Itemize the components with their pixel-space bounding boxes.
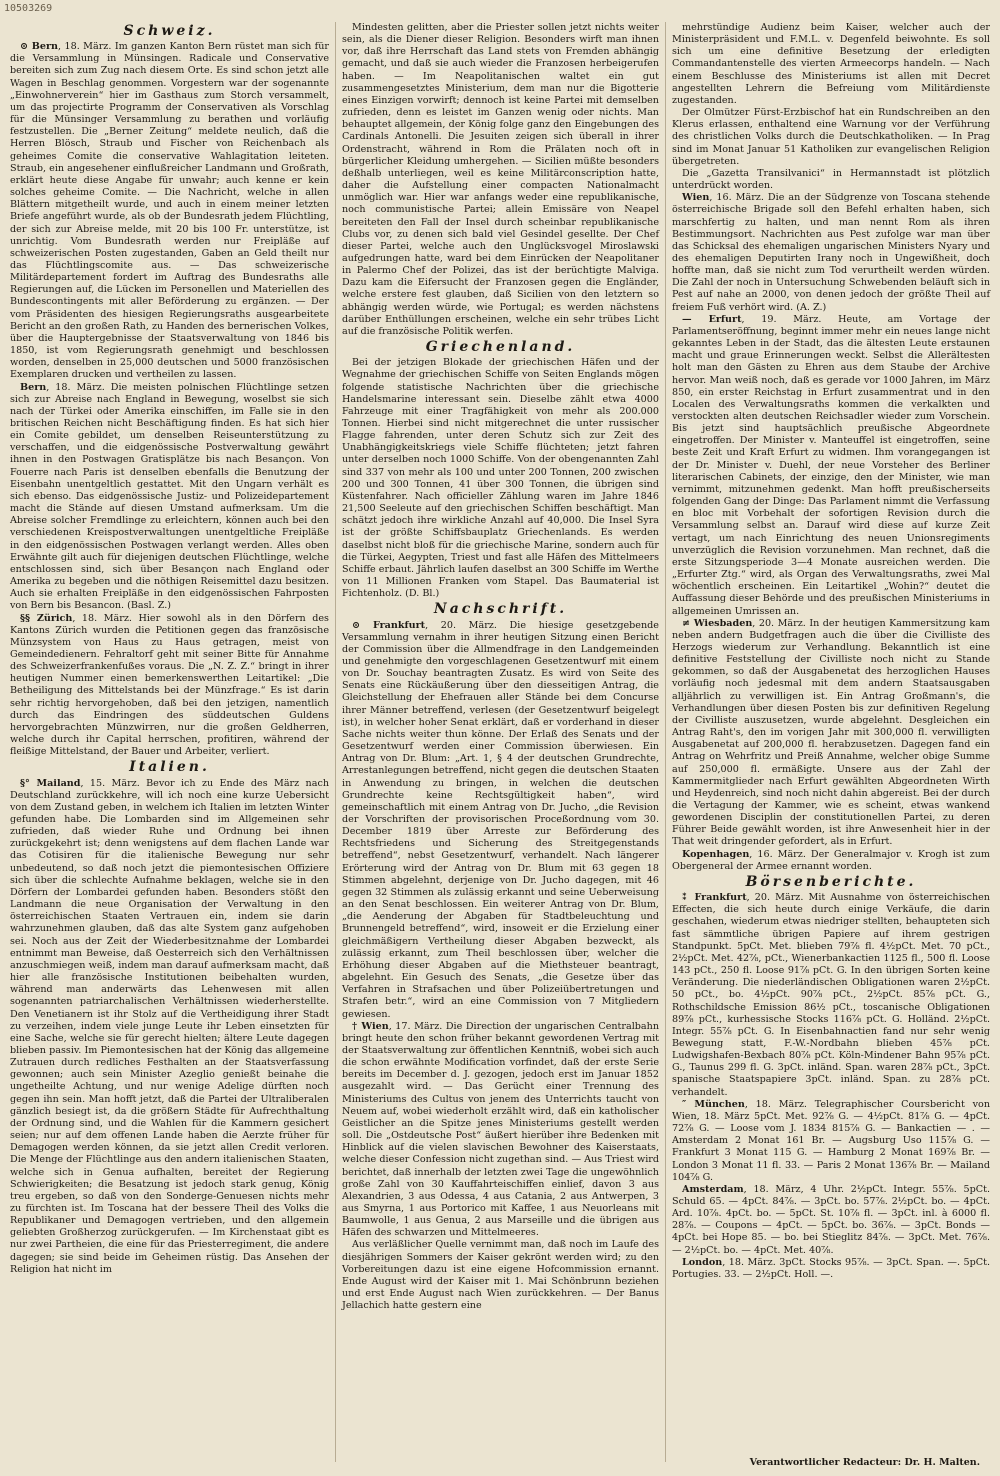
article-text: Aus verläßlicher Quelle vernimmt man, daß noch im Laufe des diesjährigen Sommers der Kaiser gekrönt werden wird; zu den Vorbereitungen dazu ist eine eigene Hofcommission ernannt. Ende August wird der Kaiser mit 1. Mai Schönbrunn beziehen und erst Ende August nach Wien zurückkehren. — Der Banus Jellachich hatte gestern eine — [342, 1239, 659, 1312]
article-paragraph — [342, 357, 659, 600]
dateline: Wien — [682, 192, 710, 204]
article-paragraph — [10, 382, 329, 613]
article-paragraph — [10, 41, 329, 381]
article-text: , 16. März. Der Generalmajor v. Krogh ist zum Obergeneral der Armee ernannt worden. — [672, 848, 990, 872]
dateline: ″ München — [682, 1098, 745, 1110]
dateline: §° Mailand — [20, 777, 81, 789]
article-text: Bei der jetzigen Blokade der griechischen Häfen und der Wegnahme der griechischen Schiffe von Seiten Englands mögen folgende statistische Nachrichten über die griechische Handelsmarine interessant sein. Dieselbe zählt etwa 4000 Fahrzeuge mit einer Tragfähigkeit von mehr als 200.000 Tonnen. Hierbei sind nicht mitgerechnet die unter russischer Flagge fahrenden, unter deren Schutz sich zur Zeit des Unabhängigkeitskriegs viele Schiffe flüchteten; jetzt fahren unter derselben noch 1000 Schiffe. Von der obengenannten Zahl sind 337 von mehr als 100 und unter 200 Tonnen, 200 zwischen 200 und 300 Tonnen, 41 über 300 Tonnen, die übrigen sind Küstenfahrer. Nach officieller Zählung waren im Jahre 1846 21,500 Seeleute auf den griechischen Schiffen beschäftigt. Man schätzt jedoch ihre wirkliche Anzahl auf 40,000. Die Insel Syra ist der größte Schiffsbauplatz Griechenlands. Es werden daselbst nicht bloß für die griechische Marine, sondern auch für die Türkei, Aegypten, Triest und fast alle Häfen des Mittelmeers Schiffe erbaut. Jährlich laufen daselbst an 300 Schiffe im Werthe von 11 Millionen Franken vom Stapel. Das Baumaterial ist Fichtenholz. (D. Bl.) — [342, 357, 659, 600]
section-heading-italien: Italien. — [129, 759, 210, 776]
article-text: , 16. März. Die an der Südgrenze von Toscana stehende österreichische Brigade soll den Befehl erhalten haben, sich marschfertig zu halten, und man nennt Rom als ihren Bestimmungsort. Nachrichten aus Pest zufolge war man über das Schicksal des ehemaligen ungarischen Ministers Nyary und des ehemaligen Deputirten Irany noch in Ungewißheit, doch hoffte man, daß sie nicht zum Tod verurtheilt werden würden. Die Zahl der noch in Untersuchung Schwebenden beläuft sich in Pest auf nahe an 2000, von denen jedoch der größte Theil auf freiem Fuß verhört wird. (A. Z.) — [672, 192, 990, 313]
article-text: , 18. März. Hier sowohl als in den Dörfern des Kantons Zürich wurden die Petitionen gegen das französische Münzsystem von Haus zu Haus getragen, meist von Gemeindedienern. Fehraltorf geht mit seiner Bitte für Annahme des Schweizerfrankenfußes voraus. Die „N. Z. Z.“ bringt in ihrer heutigen Nummer einen bemerkenswerthen Leitartikel: „Die Betheiligung des Mittelstands bei der Münzfrage.“ Es ist darin sehr richtig hervorgehoben, daß bei den jetzigen, namentlich durch das Eindringen des süddeutschen Guldens hervorgebrachten Münzwirren, nur die großen Geldherren, welche durch ihr Capital herrschen, profitiren, während der fleißige Mittelstand, der Bauer und Arbeiter, verliert. — [10, 612, 329, 758]
column-1 — [4, 22, 336, 1462]
article-text: , 15. März. Bevor ich zu Ende des März nach Deutschland zurückkehre, will ich noch eine kurze Uebersicht von dem Zustand geben, in welchem ich Italien im letzten Winter gefunden habe. Die Lombarden sind im Allgemeinen sehr zufrieden, daß wieder Ruhe und Ordnung bei ihnen zurückgekehrt ist; denn wenigstens auf dem flachen Lande war das Cotisiren für die italienische Bewegung nur sehr unbedeutend, so daß noch jetzt die piemontesischen Offiziere sich über die schlechte Aufnahme beklagen, welche sie in den Dörfern der Lombardei gefunden haben. Besonders stößt den Landmann die neue Organisation der Verwaltung in den österreichischen Staaten Vertrauen ein, indem sie darin wahrzunehmen glauben, daß das alte System ganz aufgehoben sei. Noch aus der Zeit der Wiederbesitznahme der Lombardei entnimmt man Beweise, daß Oesterreich sich den Verhältnissen anzuschmiegen weiß, indem man darauf aufmerksam macht, daß hier alle französische Institutionen beibehalten wurden, während man anderwärts das Lehenwesen mit allen sogenannten patriarchalischen Verhältnissen wiederherstellte. Den Venetianern ist ihr Stolz auf die Vertheidigung ihrer Stadt zu verzeihen, indem viele junge Leute ihr Leben einsetzten für eine Sache, welche sie für gerecht hielten; ältere Leute dagegen blieben passiv. Im Piemontesischen hat der König das allgemeine Zutrauen durch redliches Festhalten an der Staatsverfassung gewonnen; auch sein Minister Azeglio genießt beinahe die ungetheilte Achtung, und nur wenige Adelige dürften noch gegen ihn sein. Man hofft jetzt, daß die Partei der Ultraliberalen gänzlich besiegt ist, da die größern Städte für Aufrechthaltung der Ordnung sind, und die Wahlen für die Kammern gesichert seien; nur auf dem offenen Lande haben die Aerzte früher für Demagogen werden können, da sie jetzt allen Credit verloren. Die Menge der Flüchtlinge aus den andern italienischen Staaten, welche sich in Genua aufhalten, bereitet der Regierung Schwierigkeiten; die Besatzung ist jedoch stark genug, König treu ergeben, so daß von den Sonderge-Genuesen nichts mehr zu fürchten ist. Im Toscana hat der bessere Theil des Volks die Republikaner und Demagogen vertrieben, und den allgemein geliebten Großherzog zurückgerufen. — Im Kirchenstaat gibt es nur zwei Partheien, die eine für das Priesterregiment, die andere dagegen; sie sind beide im Geheimen rüstig. Das Ansehen der Religion hat nicht im — [10, 777, 329, 1275]
editor-footer: Verantwortlicher Redacteur: Dr. H. Malten. — [749, 1457, 980, 1468]
article-text: Der Olmützer Fürst-Erzbischof hat ein Rundschreiben an den Klerus erlassen, enthaltend eine Warnung vor der Verführung des christlichen Volks durch die Deutschkatholiken. — In Prag sind im Monat Januar 51 Katholiken zur evangelischen Religion übergetreten. — [672, 107, 990, 167]
section-heading-griechenland: Griechenland. — [425, 339, 576, 356]
section-heading-nachschrift: Nachschrift. — [433, 601, 568, 618]
article-text: , 18. März, 4 Uhr. 2½pCt. Integr. 55⅞. 5pCt. Schuld 65. — 4pCt. 84⅞. — 3pCt. bo. 57⅞. 2½pCt. bo. — 4pCt. Ard. 10⅞. 4pCt. bo. — 5pCt. St. 10⅞ fl. — 3pCt. inl. à 6000 fl. 28⅞. — Coupons — 4pCt. — 5pCt. bo. 36⅞. — 3pCt. Bonds — 4pCt. bei Hope 85. — bo. bei Stieglitz 84⅞. — 3pCt. Met. 76⅞. — 2½pCt. bo. — 4pCt. Met. 40⅞. — [672, 1183, 990, 1256]
columns — [4, 22, 996, 1462]
dateline: Bern — [20, 381, 47, 393]
article-text: , 20. März. Mit Ausnahme von österreichischen Effecten, die sich heute durch einige Verkäufe, die darin geschahen, wiederum etwas niedriger stellten, behaupteten sich fast sämmtliche übrigen Papiere auf ihrem gestrigen Standpunkt. 5pCt. Met. blieben 79⅞ fl. 4½pCt. Met. 70 pCt., 2½pCt. Met. 42⅞, pCt., Wienerbankactien 1125 fl., 500 fl. Loose 143 pCt., 250 fl. Loose 91⅞ pCt. G. In den übrigen Sorten keine Veränderung. Die niederländischen Obligationen waren 2½pCt. 50 pCt., bo. 4½pCt. 90⅞ pCt., 2½pCt. 85⅞ pCt. G., Rothschildsche Emission 86½ pCt., toscanische Obligationen 89⅞ pCt., kurhessische Stocks 116⅞ pCt. G. Holländ. 2½pCt. Integr. 55⅞ pCt. G. In Eisenbahnactien fand nur sehr wenig Bewegung statt, F.-W.-Nordbahn blieben 45⅞ pCt. Ludwigshafen-Bexbach 80⅞ pCt. Köln-Mindener Bahn 95⅞ pCt. G., Taunus 299 fl. G. 3pCt. inländ. Span. waren 28⅞ pCt., 3pCt. spanische Staatspapiere 3pCt. inländ. Span. zu 28⅞ pCt. verhandelt. — [672, 892, 990, 1098]
dateline: London — [682, 1256, 723, 1268]
article-paragraph — [672, 892, 990, 1099]
article-paragraph — [672, 849, 990, 873]
dateline: † Wien — [352, 1020, 389, 1032]
dateline: — Erfurt — [682, 313, 742, 325]
article-text: , 20. März. Die hiesige gesetzgebende Versammlung vernahm in ihrer heutigen Sitzung einen Bericht der Commission über die Allmendfrage in den Landgemeinden und genehmigte den vorgeschlagenen Gesetzentwurf mit einem von Dr. Souchay beantragten Zusatz. Es wird von Seite des Senats eine Rückäußerung über den diesseitigen Antrag, die Gleichstellung der Ehefrauen aller Stände bei dem Concurse ihrer Männer betreffend, verlesen (der Gesetzentwurf beigelegt ist), in welcher hoher Senat erklärt, daß er vorderhand in dieser Sache nichts weiter thun könne. Der Erlaß des Senats und der Gesetzentwurf werden einer Commission überwiesen. Ein Antrag von Dr. Blum: „Art. 1, § 4 der deutschen Grundrechte, Arrestanlegungen betreffend, nicht gegen die deutschen Staaten in Anwendung zu bringen, in welchen die deutschen Grundrechte keine Rechtsgültigkeit haben“, wird gemeinschaftlich mit einem Antrag von Dr. Jucho, „die Revision der Vorschriften der provisorischen Proceßordnung vom 30. December 1819 über Arreste zur Beförderung des Rechtsfriedens und Sicherung des Streitgegenstands betreffend“, nebst Gesetzentwurf, verhandelt. Nach längerer Erörterung wird der Antrag von Dr. Blum mit 63 gegen 18 Stimmen abgelehnt, derjenige von Dr. Jucho dagegen, mit 46 gegen 32 Stimmen als zulässig erkannt und seine Ueberweisung an den Senat beschlossen. Ein weiterer Antrag von Dr. Blum, „die Aenderung der Abgaben für Stadtbeleuchtung und Brunnengeld betreffend“, wird, insoweit er die Erzielung einer gleichmäßigern Vertheilung dieser Abgaben bezweckt, als zulässig erkannt, zum Theil beschlossen über, welcher die Erhöhung dieser Abgaben auf die Miethsteuer beantragt, abgelehnt. Ein Gesuch des Senats, „die Gesetze über das Verfahren in Strafsachen und über Polizeiübertretungen und Strafen betr.“, wird an eine Commission von 7 Mitgliedern gewiesen. — [342, 619, 659, 1020]
dateline: ⁑ Frankfurt — [682, 892, 747, 904]
article-text: mehrstündige Audienz beim Kaiser, welcher auch der Ministerpräsident und F.M.L. v. Degenfeld beiwohnte. Es soll sich um eine definitive Besetzung der erledigten Commandantenstelle des vierten Armeecorps handeln. — Nach einem Beschlusse des Ministeriums ist allen mit Decret angestellten Lehrern die Befreiung vom Militärdienste zugestanden. — [672, 22, 990, 106]
article-paragraph — [10, 778, 329, 1276]
column-2 — [336, 22, 666, 1462]
dateline: ⊙ Bern — [20, 41, 59, 53]
scan-id: 10503269 — [4, 3, 53, 14]
article-paragraph — [342, 22, 659, 338]
article-text: Die „Gazetta Transilvanici“ in Hermannstadt ist plötzlich unterdrückt worden. — [672, 167, 990, 192]
article-paragraph — [672, 107, 990, 168]
column-3 — [666, 22, 996, 1462]
article-text: , 20. März. In der heutigen Kammersitzung kam neben andern Budgetfragen auch die über die Civilliste des Herzogs wiederum zur Verhandlung. Bekanntlich ist eine definitive Feststellung der Civilliste noch nicht zu Stande gekommen, so daß der Ausgabenetat des herzoglichen Hauses vorläufig noch jedesmal mit dem andern Staatsausgaben alljährlich zu verwilligen ist. Ein Antrag Großmann's, die Verhandlungen über diesen Posten bis zur definitiven Regelung der Civilliste auszusetzen, wurde abgelehnt. Desgleichen ein Antrag Raht's, den im vorigen Jahr mit 300,000 fl. verwilligten Ausgabenetat auf 200,000 fl. herabzusetzen. Dagegen fand ein Antrag on Wehrfritz und Preiß Annahme, welcher obige Summe auf 250,000 fl. ermäßigte. Unsere aus der Zahl der Kammermitglieder nach Erfurt gewählten Abgeordneten Wirth und Heydenreich, sind noch nicht dahin abgereist. Bei der durch die Vertagung der Kammer, wie es scheint, etwas wankend gewordenen Disciplin der constitutionellen Partei, zu deren Führer Beide gewählt worden, ist ihre Anwesenheit hier in der That weit dringender gefordert, als in Erfurt. — [672, 617, 990, 848]
article-text: , 18. März. Die meisten polnischen Flüchtlinge setzen sich zur Abreise nach England in Bewegung, woselbst sie sich nach der Türkei oder Amerika einschiffen, im Falle sie in den britischen Reichen nicht Beschäftigung finden. Es hat sich hier ein Comite gebildet, um denselben Reiseunterstützung zu verschaffen, und die eidgenössische Postverwaltung gewährt ihnen in den Postwagen Gratisplätze bis nach Besançon. Von Fouerre nach Paris ist denselben ebenfalls die Benutzung der Eisenbahn unentgeltlich gestattet. Mit den Ungarn verhält es sich ebenso. Das eidgenössische Justiz- und Polizeidepartement macht die Stände auf diesen Umstand aufmerksam. Um die Abreise solcher Fremdlinge zu erleichtern, können auch bei den verschiedenen Kreispostverwaltungen unentgeltliche Freipläße in den eidgenössischen Postwagen verlangt werden. Alles oben Erwähnte gilt auch für diejenigen deutschen Flüchtlinge, welche entschlossen sind, sich über Besançon nach England oder Amerika zu begeben und die nöthigen Reisemittel dazu besitzen. Auch sie erhalten Freipläße in den eidgenössischen Fahrposten von Bern bis Besancon. (Basl. Z.) — [10, 381, 329, 612]
dateline: Kopenhagen — [682, 848, 750, 860]
article-paragraph — [342, 620, 659, 1021]
article-paragraph — [672, 314, 990, 618]
article-text: Mindesten gelitten, aber die Priester sollen jetzt nichts weiter sein, als die Diener dieser Religion. Besonders wirft man ihnen vor, daß ihre Herrschaft das Land stets von Fremden abhängig gemacht, und daß sie auch wieder die Franzosen herbeigerufen haben. — Im Neapolitanischen waltet ein gut zusammengesetztes Ministerium, dem man nur die Bigotterie eines Einzigen vorwirft; dennoch ist keine Partei mit demselben zufrieden, denn es leistet im Ganzen wenig oder nichts. Man behauptet allgemein, der König folge ganz den Eingebungen des Cardinals Antonelli. Die Jesuiten zeigen sich überall in ihrer Ordenstracht, während in Rom die Prälaten noch oft in bürgerlicher Kleidung umhergehen. — Sicilien müßte besonders deßhalb unterliegen, weil es keine Militärconscription hatte, daher die Aufstellung einer compacten Nationalmacht unmöglich war. Hier war anfangs weder eine republikanische, noch communistische Partei; allein Emissäre von Neapel bereiteten den Fall der Insel durch scheinbar republikanische Clubs vor, zu denen sich bald viel Gesindel gesellte. Der Chef dieser Partei, welche auch den Unglücksvogel Miroslawski aufgedrungen hatte, ward bei dem Einrücken der Neapolitaner in Palermo Chef der Polizei, das ist der berüchtigte Malviga. Dazu kam die Eifersucht der Franzosen gegen die Engländer, welche erstere fest glauben, daß Sicilien von den letztern so abhängig werden würde, wie Portugal; es werden nächstens darüber Enthüllungen erscheinen, welche ein sehr trübes Licht auf die französische Politik werfen. — [342, 22, 659, 337]
article-paragraph — [672, 168, 990, 192]
section-heading-schweiz: Schweiz. — [123, 23, 216, 39]
article-paragraph — [342, 1021, 659, 1240]
article-paragraph — [672, 618, 990, 849]
article-paragraph — [10, 613, 329, 759]
article-text: , 19. März. Heute, am Vortage der Parlamentseröffnung, beginnt immer mehr ein neues lange nicht gekanntes Leben in der Stadt, das die ältesten Leute erstaunen macht und graue Erinnerungen weckt. Selbst die Allerältesten holt man den Gästen zu Ehren aus dem Staube der Archive hervor. Man weiß noch, daß es gerade vor 1000 Jahren, im März 850, ein erster Reichstag in Erfurt zusammentrat und in den Localen des Verwaltungsraths kommen die verkalkten und verstockten alten deutschen Reichsadler wieder zum Vorschein. Bis jetzt sind hauptsächlich preußische Abgeordnete eingetroffen. Der Minister v. Manteuffel ist eingetroffen, seine beste Zeit und Kraft Erfurt zu widmen. Ihm vorangegangen ist der Dr. Minister v. Duehl, der neue Vorsteher des Berliner literarischen Cabinets, der einzige, den der Minister, wie man vernimmt, mitzunehmen gedenkt. Man hofft preußischerseits folgenden Gang der Dinge: Das Parlament nimmt die Verfassung en bloc mit Vorbehalt der sofortigen Revision durch die Versammlung selbst an. Darauf wird diese auf kurze Zeit vertagt, um nach Einrichtung des neuen Unionsregiments unverzüglich die Revision vorzunehmen. Man rechnet, daß die erste Sitzungsperiode 3—4 Monate ausreichen werden. Die „Erfurter Ztg.“ wird, als Organ des Verwaltungsraths, zwei Mal wöchentlich erscheinen. Ein Leitartikel „Wohin?“ deutet die Auffassung dieser Behörde und des preußischen Ministeriums in allgemeinen Umrissen an. — [672, 313, 991, 617]
article-paragraph — [672, 22, 990, 107]
article-text: , 18. März. Im ganzen Kanton Bern rüstet man sich für die Versammlung in Münsingen. Radicale und Conservative bereiten sich zum Zug nach diesem Orte. Es sind schon jetzt alle Wagen in Beschlag genommen. Vorgestern war der sogenannte „Einwohnerverein“ hier im Gasthaus zum Storch versammelt, um das projectirte Programm der Conservativen als Vorschlag für die Münsinger Versammlung zu berathen und vorläufig festzustellen. Die „Berner Zeitung“ meldete neulich, daß die Herren Blösch, Straub und Fischer von Reichenbach als geheimes Comite die conservative Wahlagitation leiteten. Straub, ein angesehener einflußreicher Landmann und Großrath, erklärt heute diese Angabe für unwahr; auch kenne er kein solches geheime Comite. — Die Nachricht, welche in allen Blättern mitgetheilt wurde, und auch in einem meiner letzten Briefe angeführt wurde, als ob der Bundesrath jedem Flüchtling, der sich zur Abreise melde, mit 20 bis 100 Fr. unterstütze, ist unrichtig. Vom Bundesrath werden nur Freipläße auf schweizerischen Posten zugestanden, Gaben an Geld theilt nur das Flüchtlingscomite aus. — Das schweizerische Militärdepartement fordert im Auftrag des Bundesraths alle Regierungen auf, die Lücken im Personellen und Materiellen des Bundescontingents mit aller Beförderung zu ergänzen. — Der vom Präsidenten des hiesigen Regierungsraths ausgearbeitete Bericht an den großen Rath, zu Handen des bernerischen Volkes, über die Hauptergebnisse der Staatsverwaltung von 1846 bis 1850, ist vom Regierungsrath genehmigt und beschlossen worden, denselben in 25,000 deutschen und 5000 französischen Exemplaren drucken und vertheilen zu lassen. — [10, 41, 329, 381]
article-text: , 18. März. Telegraphischer Coursbericht von Wien, 18. März 5pCt. Met. 92⅞ G. — 4½pCt. 81⅞ G. — 4pCt. 72⅞ G. — Loose vom J. 1834 815⅞ G. — Bankactien — . — Amsterdam 2 Monat 161 Br. — Augsburg Uso 115⅞ G. — Frankfurt 3 Monat 115 G. — Hamburg 2 Monat 169⅞ Br. — London 3 Monat 11 fl. 33. — Paris 2 Monat 136⅞ Br. — Mailand 104⅞ G. — [672, 1098, 990, 1183]
article-paragraph — [672, 192, 990, 314]
article-text: , 17. März. Die Direction der ungarischen Centralbahn bringt heute den schon früher bekannt gewordenen Vertrag mit der Staatsverwaltung zur öffentlichen Kenntniß, wobei sich auch die schon erwähnte Modification vorfindet, daß der erste Serie bereits im December d. J. gezogen, jedoch erst im Januar 1852 ausgezahlt wird. — Das Gerücht einer Trennung des Ministeriums des Cultus von jenem des Unterrichts taucht von Neuem auf, wobei wiederholt erzählt wird, daß ein katholischer Geistlicher an die Spitze jenes Ministeriums gestellt werden soll. Die „Ostdeutsche Post“ äußert hierüber ihre Bedenken mit Hinblick auf die vielen slavischen Bewohner des Kaiserstaats, welche dieser Confession nicht zugethan sind. — Aus Triest wird berichtet, daß innerhalb der letzten zwei Tage die ungewöhnlich große Zahl von 30 Kauffahrteischiffen einlief, davon 3 aus Alexandrien, 3 aus Odessa, 4 aus Catania, 2 aus Antwerpen, 3 aus Smyrna, 1 aus Portorico mit Kaffee, 1 aus Neuorleans mit Baumwolle, 1 aus Genua, 2 aus Marseille und die übrigen aus Häfen des schwarzen und Mittelmeeres. — [342, 1020, 660, 1239]
article-paragraph — [672, 1099, 990, 1184]
article-paragraph — [672, 1257, 990, 1281]
article-text: , 18. März. 3pCt. Stocks 95⅞. — 3pCt. Span. —. 5pCt. Portugies. 33. — 2½pCt. Holl. —. — [672, 1256, 990, 1280]
article-paragraph — [672, 1184, 990, 1257]
section-heading-boersen: Börsenberichte. — [745, 873, 917, 890]
article-paragraph — [342, 1239, 659, 1312]
dateline: ⊙ Frankfurt — [352, 619, 426, 631]
dateline: §§ Zürich — [20, 612, 73, 624]
dateline: Amsterdam — [682, 1183, 744, 1195]
dateline: ≠ Wiesbaden — [682, 617, 753, 629]
